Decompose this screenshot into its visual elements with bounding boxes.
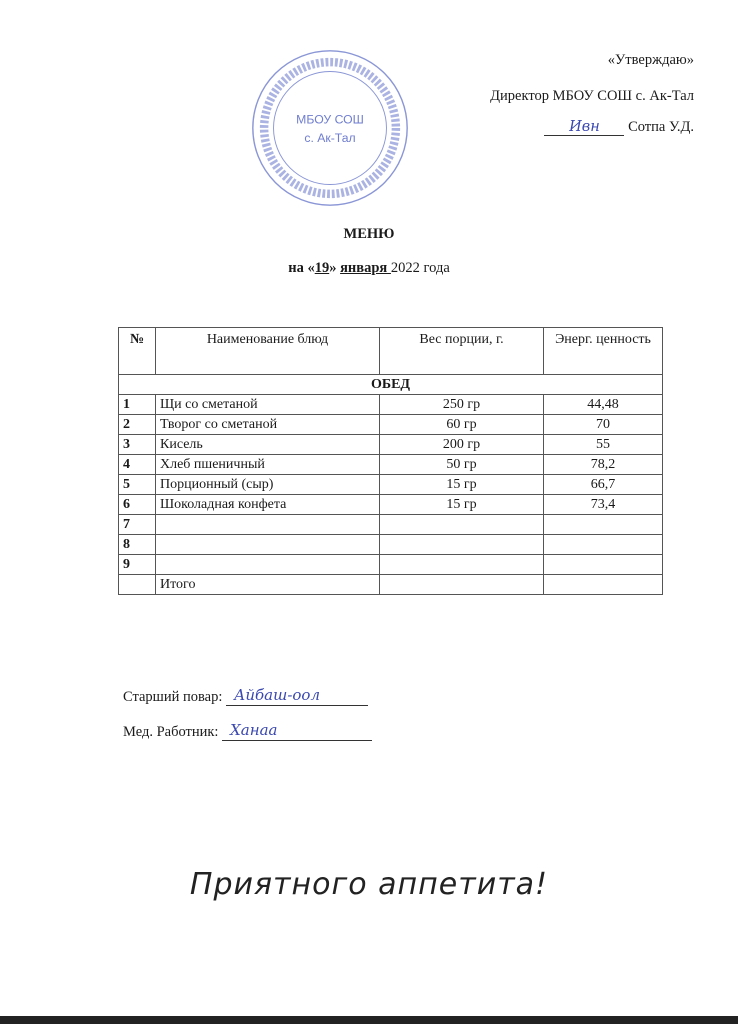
table-row <box>119 515 663 535</box>
menu-table <box>118 327 663 595</box>
date-day: 19 <box>314 260 330 276</box>
dish-energy <box>544 515 663 535</box>
row-number: 3 <box>119 435 156 455</box>
dish-name: Творог со сметаной <box>156 415 380 435</box>
dish-energy <box>544 535 663 555</box>
table-row <box>119 495 663 515</box>
dish-name <box>156 555 380 575</box>
director-name: Сотпа У.Д. <box>628 119 694 135</box>
row-number: 5 <box>119 475 156 495</box>
date-month: января <box>340 260 391 276</box>
dish-energy: 70 <box>544 415 663 435</box>
col-weight: Вес порции, г. <box>380 328 544 375</box>
table-row <box>119 555 663 575</box>
table-row <box>119 395 663 415</box>
dish-name: Порционный (сыр) <box>156 475 380 495</box>
table-row <box>119 535 663 555</box>
dish-name: Хлеб пшеничный <box>156 455 380 475</box>
dish-name: Щи со сметаной <box>156 395 380 415</box>
dish-energy <box>544 575 663 595</box>
dish-weight <box>380 515 544 535</box>
col-dish: Наименование блюд <box>156 328 380 375</box>
dish-energy: 66,7 <box>544 475 663 495</box>
chef-signature-row <box>123 688 368 706</box>
chef-label: Старший повар: <box>123 689 223 705</box>
table-row <box>119 435 663 455</box>
dish-weight <box>380 555 544 575</box>
dish-energy: 44,48 <box>544 395 663 415</box>
dish-name <box>156 535 380 555</box>
medic-signature-row <box>123 723 372 741</box>
menu-date <box>0 260 738 277</box>
dish-energy <box>544 555 663 575</box>
dish-weight: 60 гр <box>380 415 544 435</box>
row-number: 9 <box>119 555 156 575</box>
row-number: 8 <box>119 535 156 555</box>
section-lunch: ОБЕД <box>119 375 663 395</box>
dish-weight <box>380 575 544 595</box>
scan-edge <box>0 1016 738 1024</box>
dish-weight: 50 гр <box>380 455 544 475</box>
dish-weight: 15 гр <box>380 495 544 515</box>
table-row <box>119 475 663 495</box>
table-header <box>119 328 663 375</box>
dish-energy: 55 <box>544 435 663 455</box>
dish-weight: 200 гр <box>380 435 544 455</box>
stamp-line1: МБОУ СОШ <box>296 112 364 127</box>
director-signature-row <box>544 119 694 136</box>
menu-title: МЕНЮ <box>343 226 395 242</box>
row-number: 1 <box>119 395 156 415</box>
stamp-line2: с. Ак-Тал <box>304 131 356 146</box>
medic-label: Мед. Работник: <box>123 724 219 740</box>
row-number: 2 <box>119 415 156 435</box>
table-row <box>119 455 663 475</box>
chef-signature: Айбаш-оол <box>234 686 321 704</box>
director-position: Директор МБОУ СОШ с. Ак-Тал <box>490 88 694 104</box>
table-row <box>119 575 663 595</box>
dish-name: Итого <box>156 575 380 595</box>
date-year: 2022 года <box>390 260 450 276</box>
date-mid: » <box>329 260 341 276</box>
row-number: 6 <box>119 495 156 515</box>
dish-name: Шоколадная конфета <box>156 495 380 515</box>
row-number <box>119 575 156 595</box>
dish-energy: 78,2 <box>544 455 663 475</box>
col-energy: Энерг. ценность <box>544 328 663 375</box>
director-signature: Ивн <box>544 119 624 136</box>
dish-energy: 73,4 <box>544 495 663 515</box>
dish-weight: 15 гр <box>380 475 544 495</box>
row-number: 7 <box>119 515 156 535</box>
date-prefix: на « <box>288 260 315 276</box>
dish-name: Кисель <box>156 435 380 455</box>
appetite-wish: Приятного аппетита! <box>189 867 549 902</box>
dish-name <box>156 515 380 535</box>
dish-weight <box>380 535 544 555</box>
medic-signature: Ханаа <box>230 721 278 739</box>
col-number: № <box>119 328 156 375</box>
row-number: 4 <box>119 455 156 475</box>
school-stamp <box>250 48 410 208</box>
dish-weight: 250 гр <box>380 395 544 415</box>
table-row <box>119 415 663 435</box>
approve-label: «Утверждаю» <box>607 52 694 68</box>
